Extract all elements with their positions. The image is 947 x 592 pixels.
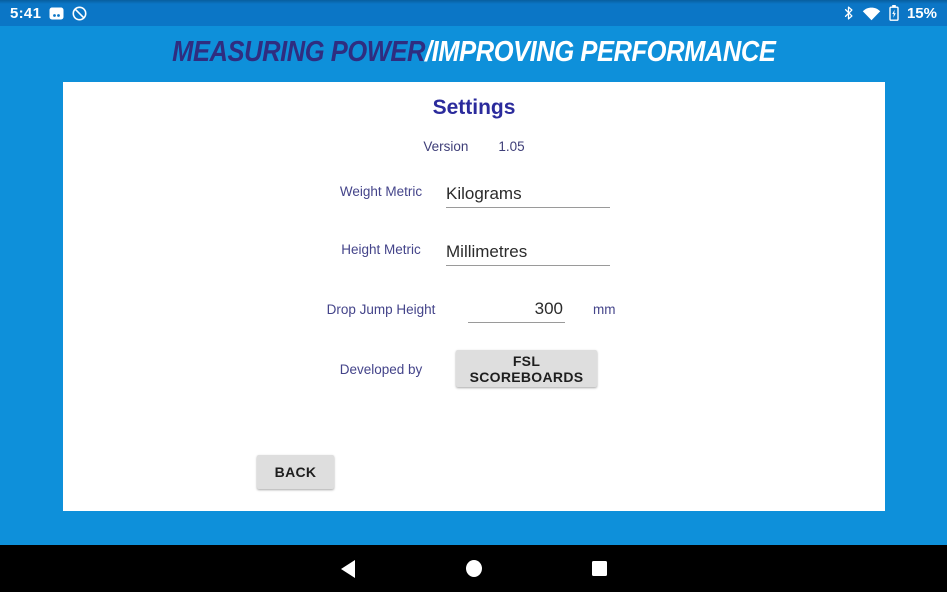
drop-jump-height-input[interactable]	[468, 298, 565, 323]
weight-metric-dropdown[interactable]: Kilograms	[446, 183, 610, 208]
screenshot-notification-icon	[49, 7, 64, 20]
nav-home-icon	[466, 560, 482, 577]
settings-card	[63, 82, 885, 511]
version-row	[63, 139, 885, 154]
height-metric-label: Height Metric	[341, 242, 421, 257]
do-not-disturb-icon	[72, 6, 87, 21]
navigation-bar	[0, 545, 947, 592]
nav-home-button[interactable]	[466, 560, 482, 578]
app-title-secondary: /IMPROVING PERFORMANCE	[424, 35, 776, 68]
version-label: Version	[423, 139, 469, 154]
battery-percent: 15%	[906, 4, 937, 22]
height-metric-dropdown[interactable]: Millimetres	[446, 241, 610, 266]
page-title: Settings	[432, 96, 516, 119]
developed-by-label: Developed by	[339, 362, 423, 377]
nav-back-button[interactable]	[340, 560, 356, 578]
weight-metric-label: Weight Metric	[339, 184, 423, 199]
drop-jump-height-unit: mm	[593, 302, 616, 317]
clock: 5:41	[10, 4, 42, 22]
drop-jump-height-label: Drop Jump Height	[326, 302, 436, 317]
status-bar[interactable]	[0, 0, 947, 26]
fsl-scoreboards-button[interactable]: FSL SCOREBOARDS	[456, 350, 597, 387]
nav-back-icon	[341, 560, 355, 578]
version-value: 1.05	[498, 139, 525, 154]
app-title	[172, 36, 775, 69]
nav-recents-icon	[592, 561, 607, 576]
battery-charging-icon	[889, 5, 899, 21]
wifi-icon	[862, 6, 881, 21]
nav-recents-button[interactable]	[592, 560, 608, 578]
back-button[interactable]: BACK	[257, 455, 334, 489]
bluetooth-icon	[843, 5, 854, 21]
app-header	[0, 26, 947, 78]
app-title-primary: MEASURING POWER	[171, 35, 425, 68]
